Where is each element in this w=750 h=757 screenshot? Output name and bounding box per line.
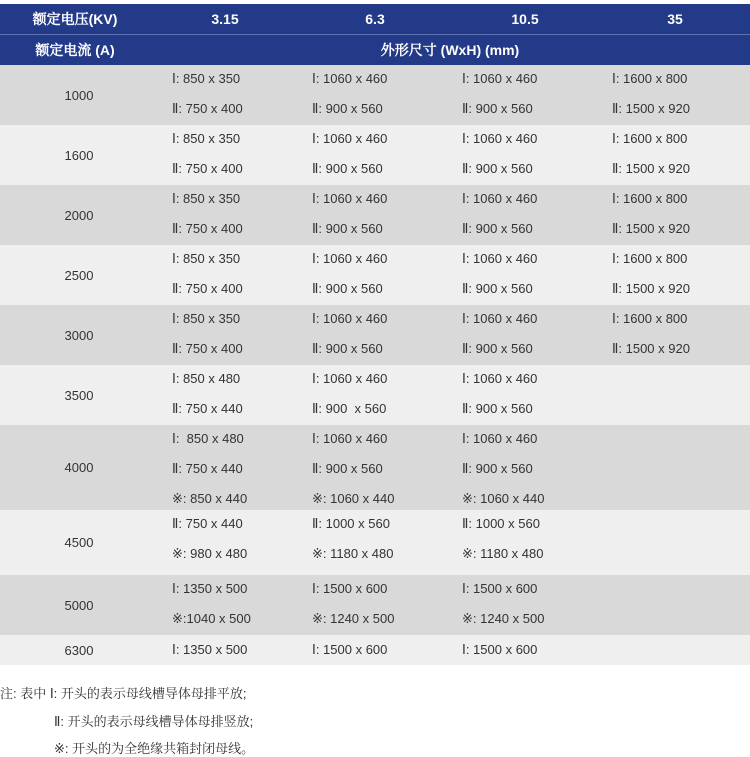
dimension-cell: ※: 850 x 440	[172, 491, 248, 506]
dimension-cell: Ⅰ: 1060 x 460	[462, 131, 538, 146]
dimension-cell: Ⅰ: 1060 x 460	[462, 191, 538, 206]
table-row	[0, 245, 750, 305]
voltage-3-15: 3.15	[211, 11, 239, 27]
dimension-cell: ※: 1180 x 480	[312, 546, 394, 561]
dimension-cell: Ⅱ: 900 x 560	[312, 401, 387, 416]
note-line-3: ※: 开头的为全绝缘共箱封闭母线。	[54, 741, 255, 756]
dimension-cell: Ⅰ: 1060 x 460	[462, 431, 538, 446]
dimension-cell: Ⅱ: 1500 x 920	[612, 341, 690, 356]
dimension-cell: Ⅱ: 1000 x 560	[312, 516, 390, 531]
dimension-cell: Ⅱ: 750 x 400	[172, 281, 243, 296]
table-row	[0, 65, 750, 125]
table-row	[0, 510, 750, 575]
dimension-cell: Ⅰ: 1060 x 460	[312, 251, 388, 266]
note-line-1: 注: 表中 Ⅰ: 开头的表示母线槽导体母排平放;	[0, 686, 247, 701]
dimension-cell: Ⅰ: 1060 x 460	[462, 371, 538, 386]
table-row	[0, 425, 750, 510]
dimension-cell: Ⅱ: 750 x 400	[172, 221, 243, 236]
dimension-cell: ※: 1060 x 440	[462, 491, 545, 506]
voltage-10-5: 10.5	[511, 11, 539, 27]
dimension-cell: Ⅱ: 750 x 400	[172, 161, 243, 176]
dimension-cell: Ⅰ: 1060 x 460	[312, 311, 388, 326]
dimension-cell: Ⅱ: 900 x 560	[312, 221, 383, 236]
dimension-cell: Ⅰ: 850 x 350	[172, 71, 241, 86]
dimension-cell: ※: 1240 x 500	[312, 611, 395, 626]
dimension-cell: Ⅱ: 900 x 560	[312, 101, 383, 116]
table-row	[0, 125, 750, 185]
rated-current-cell: 2000	[64, 207, 94, 223]
table-row	[0, 185, 750, 245]
rated-current-cell: 3000	[64, 327, 94, 343]
dimension-cell: Ⅰ: 1350 x 500	[172, 581, 248, 596]
dimension-cell: Ⅰ: 1350 x 500	[172, 642, 248, 657]
dimension-cell: Ⅰ: 1060 x 460	[462, 311, 538, 326]
voltage-35: 35	[667, 11, 683, 27]
dimension-cell: Ⅱ: 900 x 560	[312, 281, 383, 296]
dimension-cell: Ⅱ: 900 x 560	[312, 461, 383, 476]
dimension-cell: Ⅱ: 900 x 560	[462, 281, 533, 296]
dimension-cell: Ⅰ: 1500 x 600	[462, 642, 538, 657]
rated-current-cell: 4500	[64, 535, 94, 550]
rated-current-cell: 2500	[64, 267, 94, 283]
dimension-cell: Ⅰ: 1060 x 460	[312, 191, 388, 206]
dimension-cell: Ⅰ: 850 x 350	[172, 131, 241, 146]
dimension-cell: Ⅰ: 850 x 350	[172, 191, 241, 206]
rated-current-cell: 1000	[64, 87, 94, 103]
dimension-cell: Ⅱ: 1500 x 920	[612, 281, 690, 296]
dimension-cell: Ⅰ: 1060 x 460	[312, 371, 388, 386]
dimension-cell: Ⅱ: 1500 x 920	[612, 101, 690, 116]
dimension-cell: Ⅰ: 1500 x 600	[312, 642, 388, 657]
dimension-cell: Ⅰ: 1600 x 800	[612, 71, 688, 86]
dimension-cell: Ⅱ: 1500 x 920	[612, 161, 690, 176]
dimension-cell: ※: 1060 x 440	[312, 491, 395, 506]
dimension-cell: Ⅰ: 1500 x 600	[462, 581, 538, 596]
dimension-cell: Ⅰ: 850 x 480	[172, 431, 244, 446]
dimension-cell: Ⅱ: 750 x 400	[172, 101, 243, 116]
dimension-cell: ※:1040 x 500	[172, 611, 251, 626]
dimension-cell: Ⅰ: 1060 x 460	[312, 71, 388, 86]
dimension-cell: Ⅰ: 1060 x 460	[462, 71, 538, 86]
dimension-label: 外形尺寸 (WxH) (mm)	[380, 42, 520, 58]
dimension-cell: Ⅱ: 900 x 560	[462, 341, 533, 356]
dimension-cell: Ⅱ: 900 x 560	[312, 161, 383, 176]
voltage-label: 额定电压(KV)	[32, 11, 118, 27]
dimension-cell: Ⅱ: 900 x 560	[462, 161, 533, 176]
dimension-cell: Ⅱ: 900 x 560	[462, 221, 533, 236]
dimension-cell: Ⅱ: 900 x 560	[462, 101, 533, 116]
dimension-cell: Ⅱ: 900 x 560	[462, 461, 533, 476]
dimension-cell: ※: 1240 x 500	[462, 611, 545, 626]
dimension-cell: ※: 980 x 480	[172, 546, 248, 561]
dimension-cell: Ⅰ: 1600 x 800	[612, 191, 688, 206]
dimension-cell: Ⅰ: 850 x 350	[172, 311, 241, 326]
table-row	[0, 305, 750, 365]
table-row	[0, 365, 750, 425]
dimension-cell: Ⅱ: 750 x 440	[172, 516, 243, 531]
dimension-cell: Ⅰ: 850 x 350	[172, 251, 241, 266]
rated-current-cell: 3500	[64, 387, 94, 403]
dimension-cell: Ⅱ: 1000 x 560	[462, 516, 540, 531]
rated-current-cell: 4000	[64, 460, 94, 475]
table-row	[0, 575, 750, 635]
dimension-cell: Ⅰ: 1060 x 460	[312, 431, 388, 446]
rated-current-cell: 6300	[64, 642, 94, 658]
dimension-cell: Ⅰ: 1060 x 460	[312, 131, 388, 146]
dimension-cell: Ⅱ: 750 x 440	[172, 461, 243, 476]
dimension-cell: Ⅰ: 850 x 480	[172, 371, 241, 386]
rated-current-cell: 1600	[64, 147, 94, 163]
dimension-cell: Ⅱ: 750 x 400	[172, 341, 243, 356]
dimension-cell: Ⅱ: 900 x 560	[312, 341, 383, 356]
dimension-cell: Ⅰ: 1600 x 800	[612, 251, 688, 266]
dimension-cell: Ⅰ: 1600 x 800	[612, 131, 688, 146]
dimension-cell: Ⅱ: 1500 x 920	[612, 221, 690, 236]
voltage-6-3: 6.3	[365, 11, 385, 27]
rated-current-cell: 5000	[64, 597, 94, 613]
note-line-2: Ⅱ: 开头的表示母线槽导体母排竖放;	[54, 714, 254, 729]
table-row	[0, 635, 750, 665]
current-header-row	[0, 34, 750, 65]
voltage-header-row	[0, 4, 750, 34]
dimension-cell: ※: 1180 x 480	[462, 546, 544, 561]
current-label: 额定电流 (A)	[35, 42, 115, 58]
dimension-cell: Ⅱ: 900 x 560	[462, 401, 533, 416]
dimension-cell: Ⅰ: 1060 x 460	[462, 251, 538, 266]
dimension-cell: Ⅰ: 1600 x 800	[612, 311, 688, 326]
dimension-cell: Ⅱ: 750 x 440	[172, 401, 243, 416]
dimension-cell: Ⅰ: 1500 x 600	[312, 581, 388, 596]
